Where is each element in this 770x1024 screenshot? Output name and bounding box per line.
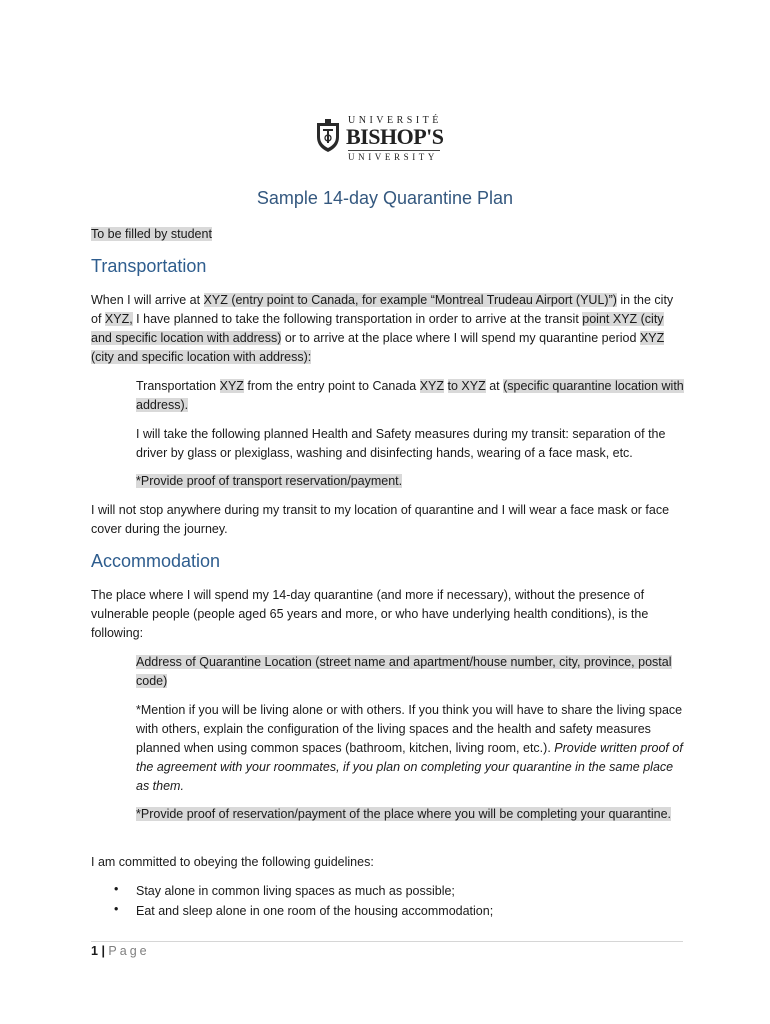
highlighted-placeholder: XYZ (entry point to Canada, for example “Montreal Trudeau Airport (YUL)”) xyxy=(203,293,617,307)
logo-line-2: BISHOP'S xyxy=(346,124,444,149)
footer-separator: | xyxy=(101,944,105,958)
highlighted-placeholder: XYZ xyxy=(419,379,445,393)
page-footer xyxy=(91,944,150,958)
no-stop-statement: I will not stop anywhere during my transit to my location of quarantine and I will wear a face mask or face cover during the journey. xyxy=(91,503,670,536)
highlighted-placeholder: to XYZ xyxy=(447,379,486,393)
to-be-filled-text: To be filled by student xyxy=(91,227,212,241)
highlighted-placeholder: XYZ (city and specific location with address): xyxy=(91,331,665,364)
quarantine-address-text: Address of Quarantine Location (street name and apartment/house number, city, province, postal code) xyxy=(136,655,672,688)
guideline-item: Stay alone in common living spaces as much as possible; xyxy=(136,884,455,898)
living-arrangement-note xyxy=(136,701,684,796)
page-label: Page xyxy=(108,944,150,958)
text-segment: When I will arrive at xyxy=(91,293,204,307)
transportation-heading: Transportation xyxy=(91,256,207,276)
highlighted-placeholder: XYZ xyxy=(219,379,244,393)
text-segment: I have planned to take the following transportation in order to arrive at the transit xyxy=(132,312,583,326)
logo-line-1: UNIVERSITÉ xyxy=(348,115,442,126)
accommodation-proof-text: *Provide proof of reservation/payment of the place where you will be completing your quarantine. xyxy=(136,807,672,821)
document-title: Sample 14-day Quarantine Plan xyxy=(256,188,514,208)
transportation-intro xyxy=(91,291,681,367)
text-segment: Transportation xyxy=(136,379,220,393)
bullet-icon: • xyxy=(114,882,119,896)
text-segment: from the entry point to Canada xyxy=(243,379,420,393)
logo-rule xyxy=(348,150,440,151)
highlighted-placeholder: XYZ, xyxy=(104,312,133,326)
text-segment: or to arrive at the place where I will spend my quarantine period xyxy=(281,331,640,345)
transportation-measures: I will take the following planned Health and Safety measures during my transit: separation of the driver by glass or plexiglass, washing and disinfecting hands, wearing of a face mask, etc. xyxy=(136,427,666,460)
guidelines-intro: I am committed to obeying the following guidelines: xyxy=(91,855,374,869)
text-segment xyxy=(444,379,447,393)
crest-icon xyxy=(314,119,342,153)
bullet-icon: • xyxy=(114,902,119,916)
transportation-route xyxy=(136,377,684,415)
quarantine-address xyxy=(136,653,684,691)
page-number: 1 xyxy=(91,944,98,958)
accommodation-intro: The place where I will spend my 14-day quarantine (and more if necessary), without the presence of vulnerable people (people aged 65 years and more, or who have underlying health conditions), is the following: xyxy=(91,588,649,640)
highlighted-placeholder: point XYZ (city and specific location with address) xyxy=(91,312,664,345)
transportation-proof xyxy=(136,472,684,491)
text-segment: in the city of xyxy=(91,293,674,326)
accommodation-proof xyxy=(136,805,684,824)
text-segment: at xyxy=(485,379,504,393)
logo-line-3: UNIVERSITY xyxy=(348,152,438,162)
living-arrangement-plain: *Mention if you will be living alone or with others. If you think you will have to share the living space with others, explain the configuration of the living spaces and the health and safety measures planned when using common spaces (bathroom, kitchen, living room, etc.). xyxy=(136,703,683,755)
university-logo xyxy=(314,115,444,165)
footer-divider xyxy=(91,941,683,942)
guideline-item: Eat and sleep alone in one room of the housing accommodation; xyxy=(136,904,494,918)
accommodation-heading: Accommodation xyxy=(91,551,221,571)
transportation-proof-text: *Provide proof of transport reservation/payment. xyxy=(136,474,403,488)
to-be-filled-note xyxy=(91,225,681,244)
highlighted-placeholder: (specific quarantine location with address). xyxy=(136,379,684,412)
living-arrangement-italic: Provide written proof of the agreement with your roommates, if you plan on completing your quarantine in the same place as them. xyxy=(136,741,683,793)
